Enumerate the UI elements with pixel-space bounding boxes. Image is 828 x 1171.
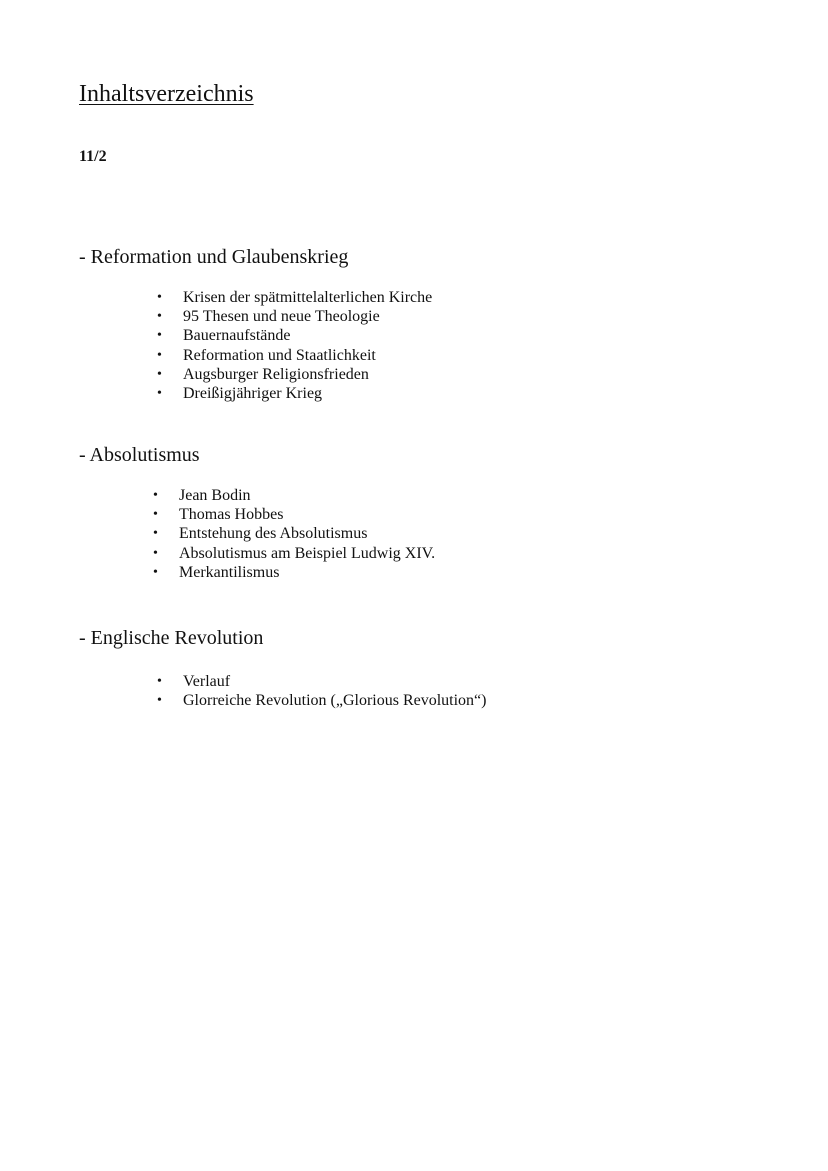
bullet-icon: • — [153, 488, 158, 503]
bullet-icon: • — [157, 290, 162, 305]
bullet-icon: • — [157, 347, 162, 363]
bullet-icon: • — [153, 564, 158, 580]
section-englische-revolution — [79, 626, 487, 710]
list-item-text: Absolutismus am Beispiel Ludwig XIV. — [179, 544, 436, 562]
topic-list — [157, 288, 433, 403]
list-item — [157, 326, 432, 345]
list-item — [157, 691, 487, 710]
list-item — [153, 563, 435, 582]
list-item-text: Thomas Hobbes — [179, 506, 284, 524]
bullet-icon: • — [153, 545, 158, 561]
bullet-icon: • — [157, 366, 162, 382]
list-item-text: 95 Thesen und neue Theologie — [183, 308, 380, 326]
list-item — [157, 384, 432, 403]
list-item-text: Krisen der spätmittelalterlichen Kirche — [183, 289, 433, 306]
bullet-icon: • — [157, 674, 162, 689]
list-item — [153, 524, 435, 543]
bullet-icon: • — [153, 526, 158, 542]
list-item — [153, 505, 435, 524]
list-item-text: Jean Bodin — [179, 487, 251, 504]
topic-list — [157, 672, 487, 710]
bullet-icon: • — [157, 328, 162, 344]
bullet-icon: • — [157, 693, 162, 709]
bullet-icon: • — [157, 309, 162, 325]
list-item-text: Bauernaufstände — [183, 327, 291, 345]
list-item-text: Augsburger Religionsfrieden — [183, 365, 369, 383]
list-item-text: Merkantilismus — [179, 563, 280, 581]
section-heading: - Absolutismus — [79, 444, 200, 466]
list-item — [157, 672, 486, 691]
list-item-text: Glorreiche Revolution („Glorious Revolution“) — [183, 692, 487, 710]
list-item-text: Dreißigjähriger Krieg — [183, 385, 323, 403]
list-item — [153, 486, 435, 505]
list-item-text: Verlauf — [183, 673, 231, 690]
list-item — [157, 307, 432, 326]
bullet-icon: • — [153, 507, 158, 523]
section-reformation — [79, 245, 433, 403]
list-item-text: Entstehung des Absolutismus — [179, 525, 368, 543]
list-item — [153, 544, 436, 563]
grade-label: 11/2 — [79, 148, 107, 165]
section-heading: - Englische Revolution — [79, 627, 264, 649]
list-item-text: Reformation und Staatlichkeit — [183, 346, 376, 364]
section-heading: - Reformation und Glaubenskrieg — [79, 246, 349, 268]
section-absolutismus — [79, 443, 436, 581]
bullet-icon: • — [157, 386, 162, 402]
list-item — [157, 346, 432, 365]
page-title: Inhaltsverzeichnis — [79, 81, 254, 107]
list-item — [157, 365, 432, 384]
topic-list — [153, 486, 436, 582]
list-item — [157, 288, 433, 307]
